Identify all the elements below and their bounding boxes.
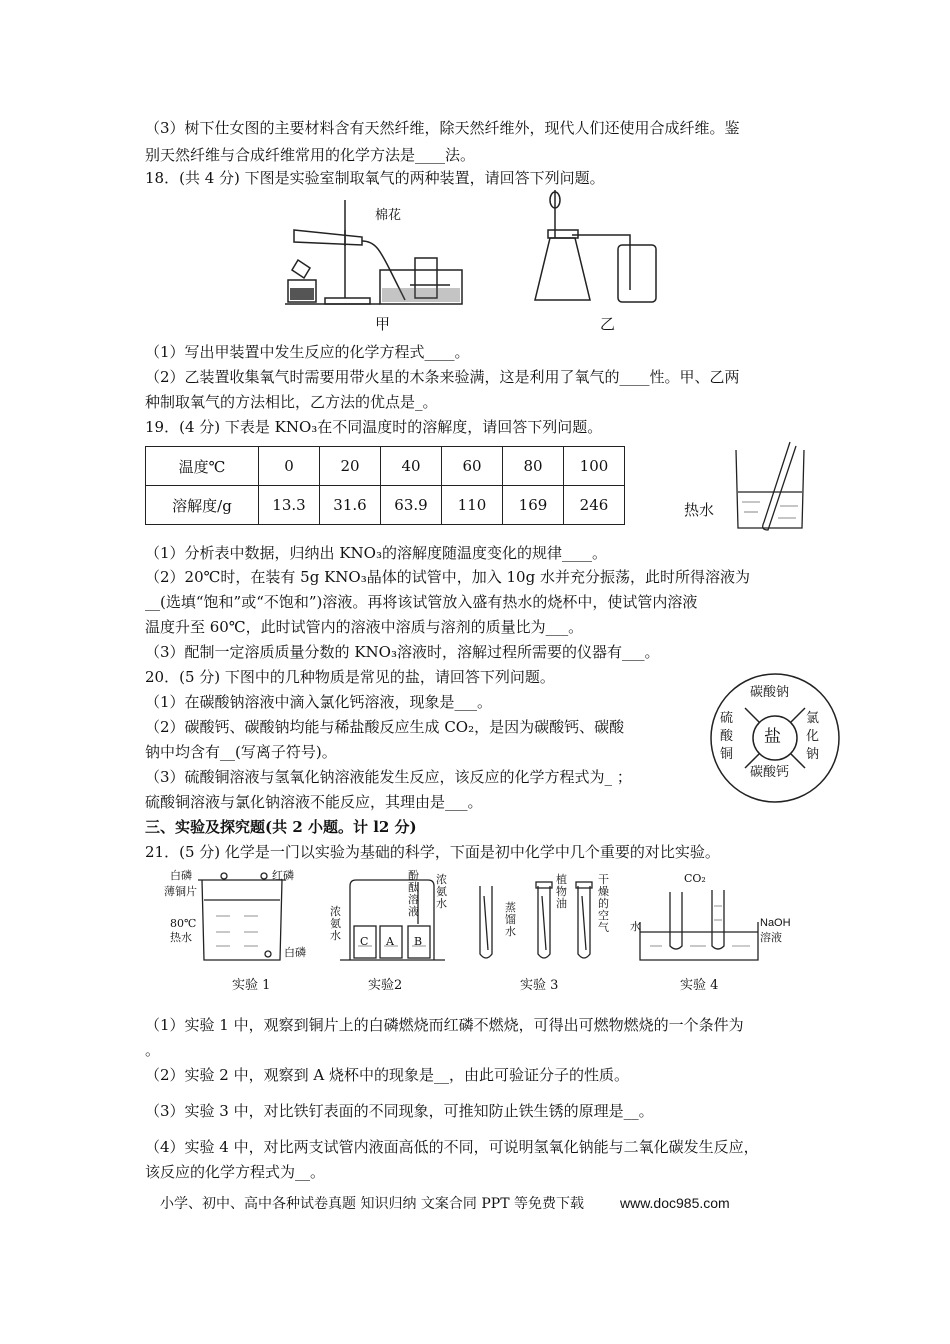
- exp1-white-phosphorus-top: 白磷: [170, 869, 192, 882]
- table-cell: 60: [442, 447, 503, 486]
- exp2-caption: 实验2: [368, 978, 403, 993]
- table-cell: 31.6: [320, 486, 381, 525]
- salt-top: 碳酸钠: [750, 685, 790, 700]
- table-cell: 246: [564, 486, 625, 525]
- table-header-temp: 温度℃: [146, 447, 259, 486]
- exp2-phenolphthalein: 酚酞溶液: [408, 869, 419, 918]
- q21-1-line2: 。: [145, 1041, 161, 1059]
- table-row: [146, 447, 625, 486]
- table-cell: 169: [503, 486, 564, 525]
- exp4-co2: CO₂: [684, 872, 706, 885]
- table-cell: 20: [320, 447, 381, 486]
- apparatus-b-label: 乙: [600, 315, 616, 333]
- exp4-naoh: NaOH: [760, 917, 791, 929]
- q20-stem: 20．(5 分) 下图中的几种物质是常见的盐，请回答下列问题。: [145, 668, 555, 686]
- exp3-distilled-water: 蒸馏水: [505, 901, 516, 938]
- beaker-test-tube-figure: [730, 440, 810, 535]
- table-cell: 40: [381, 447, 442, 486]
- q21-3: （3）实验 3 中，对比铁钉表面的不同现象，可推知防止铁生锈的原理是__。: [145, 1102, 654, 1120]
- exp1-hot-water: 热水: [170, 931, 192, 944]
- exp2-beaker-c: C: [360, 935, 369, 948]
- exp1-red-phosphorus: 红磷: [272, 869, 294, 882]
- exp3-caption: 实验 3: [520, 978, 559, 993]
- salt-left: 硫酸铜: [720, 711, 734, 762]
- footer-url[interactable]: www.doc985.com: [619, 1195, 730, 1211]
- q18-1: （1）写出甲装置中发生反应的化学方程式____。: [145, 343, 470, 361]
- exp4-solution: 溶液: [760, 931, 782, 944]
- q20-3-line2: 硫酸铜溶液与氯化钠溶液不能反应，其理由是___。: [145, 793, 483, 811]
- salt-bottom: 碳酸钙: [750, 765, 790, 780]
- salt-right: 氯化钠: [806, 711, 820, 762]
- q19-2-line2: __(选填“饱和”或“不饱和”)溶液。再将该试管放入盛有热水的烧杯中，使试管内溶液: [145, 593, 698, 611]
- q18-2-line2: 种制取氧气的方法相比，乙方法的优点是_。: [145, 393, 438, 411]
- q20-2-line1: （2）碳酸钙、碳酸钠均能与稀盐酸反应生成 CO₂，是因为碳酸钙、碳酸: [145, 718, 625, 736]
- table-header-solubility: 溶解度/g: [146, 486, 259, 525]
- solubility-table: [145, 446, 625, 525]
- exp2-beaker-b: B: [414, 935, 423, 948]
- q20-2-line2: 钠中均含有__(写离子符号)。: [145, 743, 337, 761]
- exp1-copper: 薄铜片: [164, 885, 197, 898]
- q21-4-line2: 该反应的化学方程式为__。: [145, 1163, 326, 1181]
- exp1-caption: 实验 1: [232, 978, 271, 993]
- table-cell: 0: [259, 447, 320, 486]
- exp1-temp: 80℃: [170, 917, 197, 930]
- apparatus-a-label: 甲: [375, 315, 391, 333]
- footer-text: 小学、初中、高中各种试卷真题 知识归纳 文案合同 PPT 等免费下载: [160, 1196, 584, 1212]
- section-3-heading: 三、实验及探究题(共 2 小题。计 l2 分): [145, 818, 417, 836]
- q21-experiments-figure: [160, 866, 820, 970]
- q17-3-line1: （3）树下仕女图的主要材料含有天然纤维，除天然纤维外，现代人们还使用合成纤维。鉴: [145, 119, 740, 137]
- exp4-caption: 实验 4: [680, 978, 719, 993]
- exp4-water: 水: [630, 920, 641, 933]
- footer: [160, 1193, 730, 1213]
- q19-stem: 19．(4 分) 下表是 KNO₃在不同温度时的溶解度，请回答下列问题。: [145, 418, 603, 436]
- q21-1-line1: （1）实验 1 中，观察到铜片上的白磷燃烧而红磷不燃烧，可得出可燃物燃烧的一个条件为: [145, 1016, 744, 1034]
- q21-4-line1: （4）实验 4 中，对比两支试管内液面高低的不同，可说明氢氧化钠能与二氧化碳发生反应，: [145, 1138, 759, 1156]
- hot-water-label: 热水: [684, 501, 715, 519]
- q17-3-line2: 别天然纤维与合成纤维常用的化学方法是____法。: [145, 146, 476, 164]
- exp1-white-phosphorus-bottom: 白磷: [284, 946, 306, 959]
- q18-2-line1: （2）乙装置收集氧气时需要用带火星的木条来验满，这是利用了氧气的____性。甲、乙两: [145, 368, 740, 386]
- q20-1: （1）在碳酸钠溶液中滴入氯化钙溶液，现象是___。: [145, 693, 493, 711]
- q18-stem: 18．(共 4 分) 下图是实验室制取氧气的两种装置，请回答下列问题。: [145, 169, 605, 187]
- exp2-beaker-a: A: [386, 935, 394, 948]
- q19-2-line1: （2）20℃时，在装有 5g KNO₃晶体的试管中，加入 10g 水并充分振荡，此时所得溶液为: [145, 568, 750, 586]
- q20-3-line1: （3）硫酸铜溶液与氢氧化钠溶液能发生反应，该反应的化学方程式为_ ；: [145, 768, 632, 786]
- exp2-right-ammonia: 浓氨水: [436, 873, 447, 910]
- salt-center: 盐: [764, 727, 781, 747]
- table-cell: 80: [503, 447, 564, 486]
- q19-3: （3）配制一定溶质质量分数的 KNO₃溶液时，溶解过程所需要的仪器有___。: [145, 643, 660, 661]
- table-row: [146, 486, 625, 525]
- q19-2-line3: 温度升至 60℃，此时试管内的溶液中溶质与溶剂的质量比为___。: [145, 618, 584, 636]
- table-cell: 110: [442, 486, 503, 525]
- table-cell: 13.3: [259, 486, 320, 525]
- q19-1: （1）分析表中数据，归纳出 KNO₃的溶解度随温度变化的规律____。: [145, 544, 607, 562]
- q21-2: （2）实验 2 中，观察到 A 烧杯中的现象是__，由此可验证分子的性质。: [145, 1066, 629, 1084]
- q21-stem: 21．(5 分) 化学是一门以实验为基础的科学，下面是初中化学中几个重要的对比实验。: [145, 843, 720, 861]
- exp3-dry-air: 干燥的空气: [598, 873, 609, 934]
- exp3-vegetable-oil: 植物油: [556, 873, 567, 910]
- exp2-left-ammonia: 浓氨水: [330, 905, 341, 942]
- table-cell: 63.9: [381, 486, 442, 525]
- cotton-label: 棉花: [375, 208, 402, 223]
- table-cell: 100: [564, 447, 625, 486]
